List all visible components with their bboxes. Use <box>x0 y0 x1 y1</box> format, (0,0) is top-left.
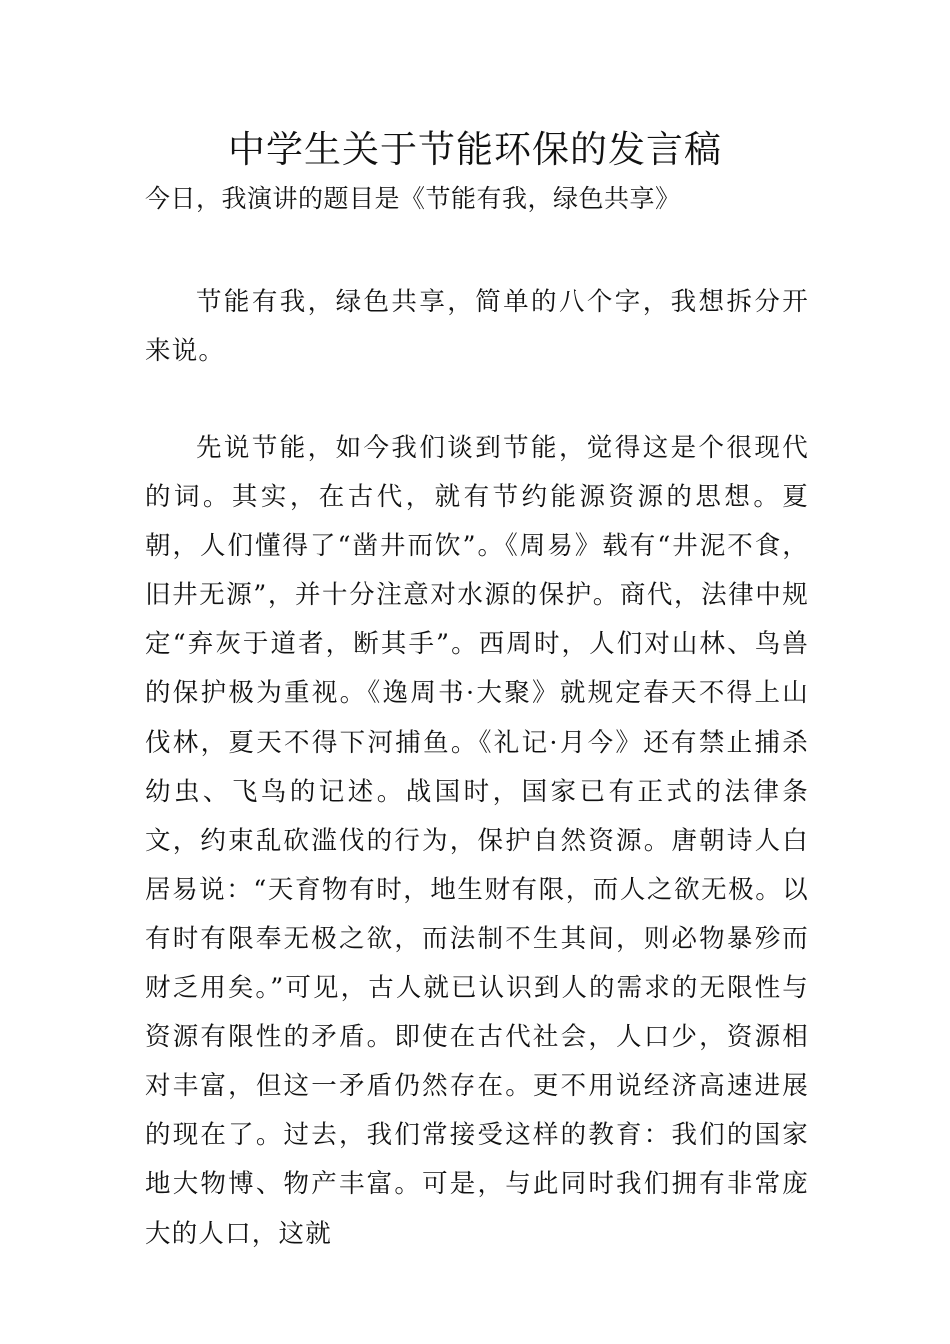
document-title: 中学生关于节能环保的发言稿 <box>228 128 722 171</box>
body-paragraph: 节能有我，绿色共享，简单的八个字，我想拆分开来说。 <box>145 287 809 367</box>
document-subtitle: 今日，我演讲的题目是《节能有我，绿色共享》 <box>145 184 681 213</box>
body-paragraph: 先说节能，如今我们谈到节能，觉得这是个很现代的词。其实，在古代，就有节约能源资源的思想。夏朝，人们懂得了“凿井而饮”。《周易》载有“井泥不食，旧井无源”，并十分注意对水源的保护。商代，法律中规定“弃灰于道者，断其手”。西周时，人们对山林、鸟兽的保护极为重视。《逸周书·大聚》就规定春天不得上山伐林，夏天不得下河捕鱼。《礼记·月今》还有禁止捕杀幼虫、飞鸟的记述。战国时，国家已有正式的法律条文，约束乱砍滥伐的行为，保护自然资源。唐朝诗人白居易说：“天育物有时，地生财有限，而人之欲无极。以有时有限奉无极之欲，而法制不生其间，则必物暴殄而财乏用矣。”可见，古人就已认识到人的需求的无限性与资源有限性的矛盾。即使在古代社会，人口少，资源相对丰富，但这一矛盾仍然存在。更不用说经济高速进展的现在了。过去，我们常接受这样的教育：我们的国家地大物博、物产丰富。可是，与此同时我们拥有非常庞大的人口，这就 <box>145 433 809 1249</box>
